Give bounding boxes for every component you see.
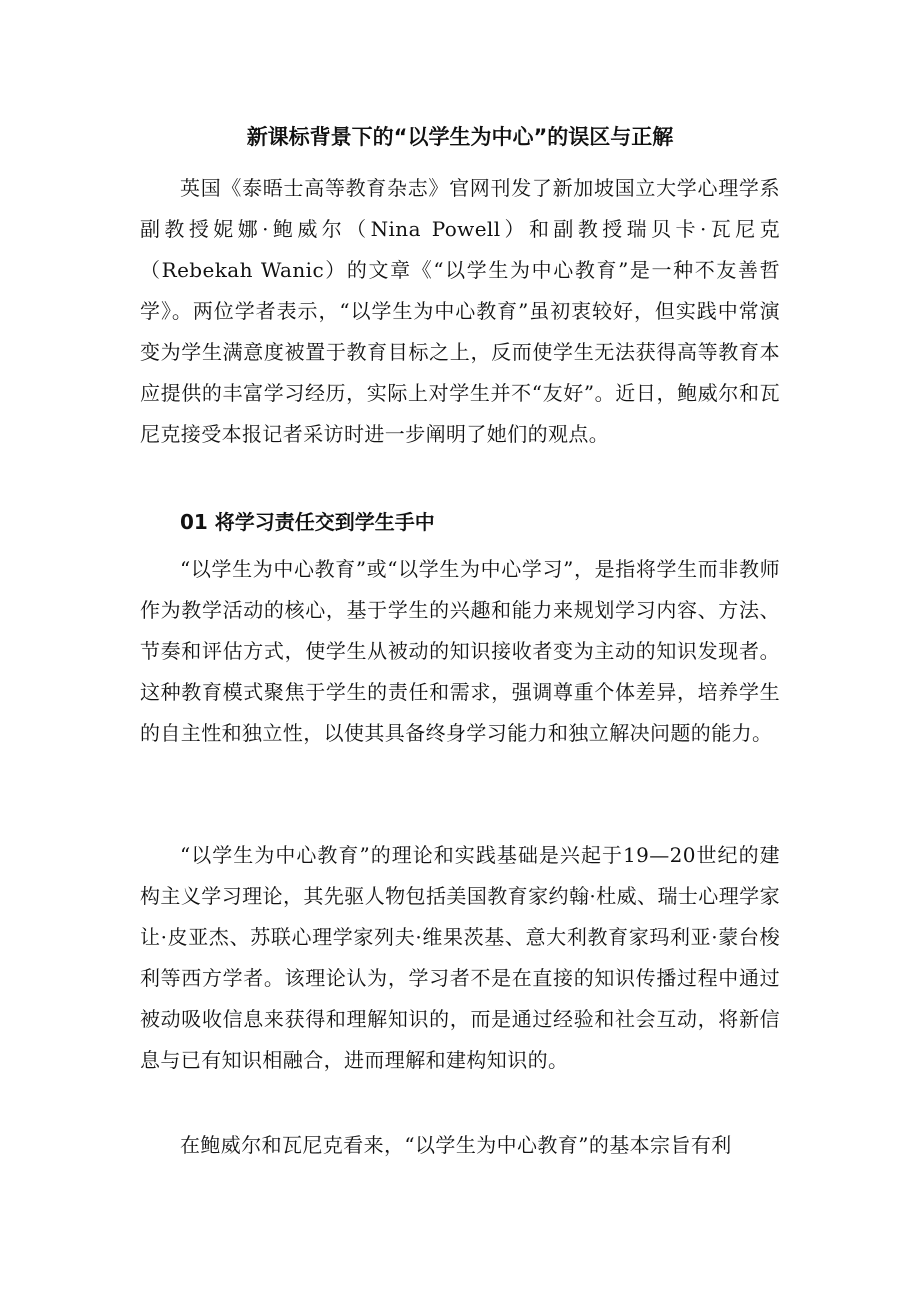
document-title: 新课标背景下的“以学生为中心”的误区与正解 xyxy=(246,125,674,149)
paragraph-definition: “以学生为中心教育”或“以学生为中心学习”，是指将学生而非教师作为教学活动的核心，基于学生的兴趣和能力来规划学习内容、方法、节奏和评估方式，使学生从被动的知识接收者变为主动的知识发现者。这种教育模式聚焦于学生的责任和需求，强调尊重个体差异，培养学生的自主性和独立性，以使其具备终身学习能力和独立解决问题的能力。 xyxy=(140,557,780,745)
paragraph-view: 在鲍威尔和瓦尼克看来，“以学生为中心教育”的基本宗旨有利 xyxy=(180,1133,732,1157)
section-heading: 01 将学习责任交到学生手中 xyxy=(180,510,435,534)
paragraph-intro: 英国《泰晤士高等教育杂志》官网刊发了新加坡国立大学心理学系副教授妮娜·鲍威尔（Nina Powell）和副教授瑞贝卡·瓦尼克（Rebekah Wanic）的文章《“以学生为中心教育”是一种不友善哲学》。两位学者表示，“以学生为中心教育”虽初衷较好，但实践中常演变为学生满意度被置于教育目标之上，反而使学生无法获得高等教育本应提供的丰富学习经历，实际上对学生并不“友好”。近日，鲍威尔和瓦尼克接受本报记者采访时进一步阐明了她们的观点。 xyxy=(140,176,780,446)
paragraph-theory: “以学生为中心教育”的理论和实践基础是兴起于19—20世纪的建构主义学习理论，其先驱人物包括美国教育家约翰·杜威、瑞士心理学家让·皮亚杰、苏联心理学家列夫·维果茨基、意大利教育家玛利亚·蒙台梭利等西方学者。该理论认为，学习者不是在直接的知识传播过程中通过被动吸收信息来获得和理解知识的，而是通过经验和社会互动，将新信息与已有知识相融合，进而理解和建构知识的。 xyxy=(140,843,780,1072)
